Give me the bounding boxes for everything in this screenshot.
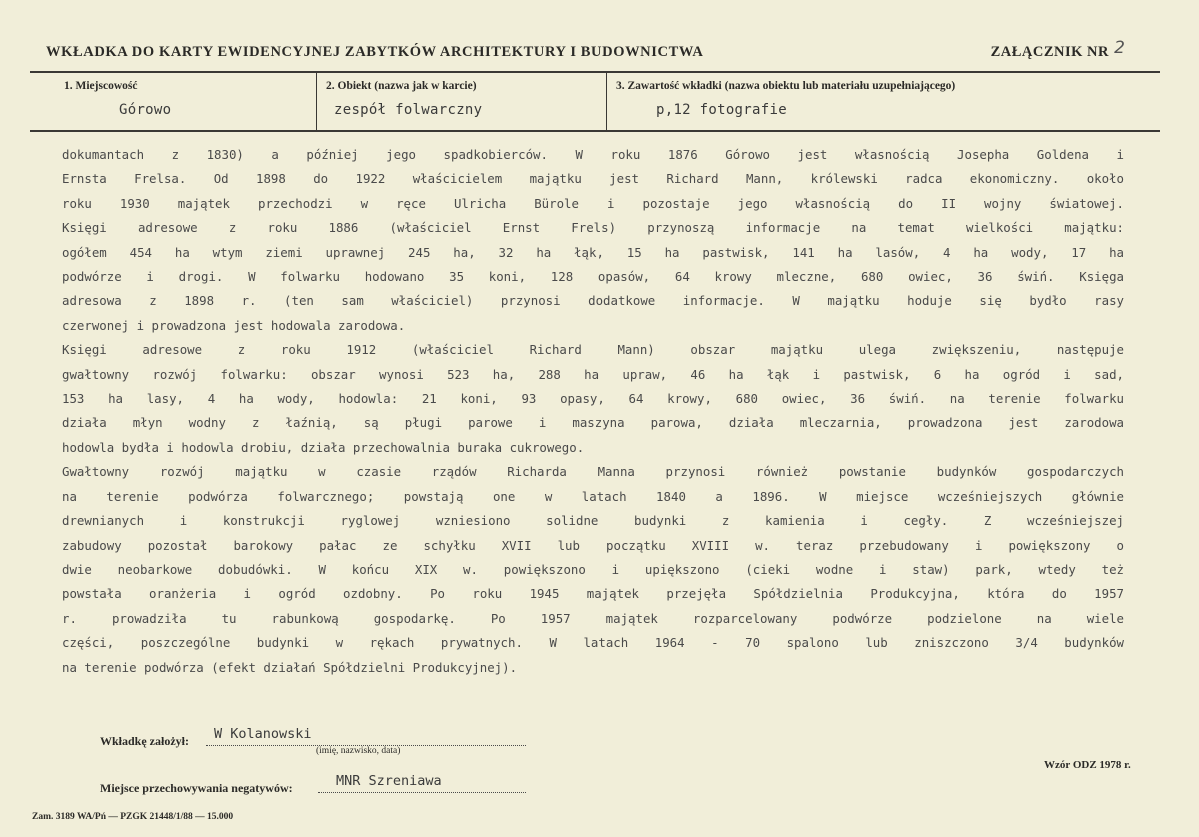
body-line: dokumantach z 1830) a później jego spadkobierców. W roku 1876 Górowo jest własnością Josepha Goldena i <box>62 147 1124 162</box>
body-line: Gwałtowny rozwój majątku w czasie rządów Richarda Manna przynosi również powstanie budynków gospodarczych <box>62 464 1124 480</box>
annex-label: ZAŁĄCZNIK NR <box>990 44 1109 60</box>
field-label-object: 2. Obiekt (nazwa jak w karcie) <box>326 80 477 92</box>
header-top-rule <box>30 71 1160 73</box>
annex-number: 2 <box>1114 38 1125 58</box>
document-title: WKŁADKA DO KARTY EWIDENCYJNEJ ZABYTKÓW ARCHITEKTURY I BUDOWNICTWA <box>46 44 704 60</box>
body-line: hodowla bydła i hodowla drobiu, działa przechowalnia buraka cukrowego. <box>62 439 585 455</box>
print-info: Zam. 3189 WA/Pń — PZGK 21448/1/88 — 15.000 <box>32 812 234 822</box>
body-line: czerwonej i prowadzona jest hodowala zarodowa. <box>62 317 406 333</box>
body-line: Ernsta Frelsa. Od 1898 do 1922 właścicielem majątku jest Richard Mann, królewski radca ekonomiczny. około <box>62 171 1124 187</box>
body-line: roku 1930 majątek przechodzi w ręce Ulricha Bürole i pozostaje jego własnością do II wojny światowej. <box>62 195 1124 211</box>
body-line: ogółem 454 ha wtym ziemi uprawnej 245 ha, 32 ha łąk, 15 ha pastwisk, 141 ha lasów, 4 ha wody, 17 ha <box>62 244 1124 260</box>
field-divider-1 <box>316 73 317 130</box>
founder-hint: (imię, nazwisko, data) <box>316 746 401 756</box>
field-value-contents: p,12 fotografie <box>656 102 787 118</box>
body-line: r. prowadziła tu rabunkową gospodarkę. Po 1957 majątek rozparcelowany podwórze podzielone na wiele <box>62 610 1124 626</box>
body-line: dwie neobarkowe dobudówki. W końcu XIX w. powiększono i upiększono (cieki wodne i staw) park, wtedy też <box>62 561 1124 577</box>
field-value-locality: Górowo <box>119 102 172 118</box>
body-line: 153 ha lasy, 4 ha wody, hodowla: 21 koni, 93 opasy, 64 krowy, 680 owiec, 36 świń. na terenie folwarku <box>62 391 1124 407</box>
field-divider-2 <box>606 73 607 130</box>
body-line: powstała oranżeria i ogród ozdobny. Po roku 1945 majątek przejęła Spółdzielnia Produkcyjna, która do 1957 <box>62 586 1124 602</box>
body-text <box>62 143 1124 680</box>
negatives-label: Miejsce przechowywania negatywów: <box>100 781 293 795</box>
body-line: działa młyn wodny z łaźnią, są pługi parowe i maszyna parowa, działa mleczarnia, prowadzona jest zarodowa <box>62 415 1124 431</box>
body-line: adresowa z 1898 r. (ten sam właściciel) przynosi dodatkowe informacje. W majątku hoduje się bydło rasy <box>62 293 1124 309</box>
negatives-dotted-line <box>318 792 526 793</box>
body-line: gwałtowny rozwój folwarku: obszar wynosi 523 ha, 288 ha upraw, 46 ha łąk i pastwisk, 6 ha ogród i sad, <box>62 366 1124 382</box>
founder-value: W Kolanowski <box>214 726 312 742</box>
body-line: na terenie podwórza (efekt działań Spółdzielni Produkcyjnej). <box>62 659 518 675</box>
body-line: zabudowy pozostał barokowy pałac ze schyłku XVII lub początku XVIII w. teraz przebudowany i powiększony o <box>62 537 1124 553</box>
fields-bottom-rule <box>30 130 1160 132</box>
negatives-value: MNR Szreniawa <box>336 773 442 789</box>
body-line: Księgi adresowe z roku 1886 (właściciel Ernst Frels) przynoszą informacje na temat wielkości majątku: <box>62 220 1124 236</box>
body-line: Księgi adresowe z roku 1912 (właściciel Richard Mann) obszar majątku ulega zwiększeniu, następuje <box>62 342 1124 358</box>
field-label-locality: 1. Miejscowość <box>64 80 138 92</box>
body-line: podwórze i drogi. W folwarku hodowano 35 koni, 128 opasów, 64 krowy mleczne, 680 owiec, 36 świń. Księga <box>62 269 1124 285</box>
field-value-object: zespół folwarczny <box>334 102 483 118</box>
body-line: na terenie podwórza folwarcznego; powstają one w latach 1840 a 1896. W miejsce wcześniejszych głównie <box>62 488 1124 504</box>
field-label-contents: 3. Zawartość wkładki (nazwa obiektu lub materiału uzupełniającego) <box>616 80 956 92</box>
form-model: Wzór ODZ 1978 r. <box>1044 759 1131 771</box>
body-line: drewnianych i konstrukcji ryglowej wzniesiono solidne budynki z kamienia i cegły. Z wcześniejszej <box>62 513 1124 529</box>
body-line: części, poszczególne budynki w rękach prywatnych. W latach 1964 - 70 spalono lub zniszczono 3/4 budynków <box>62 635 1124 651</box>
founder-label: Wkładkę założył: <box>100 734 189 748</box>
